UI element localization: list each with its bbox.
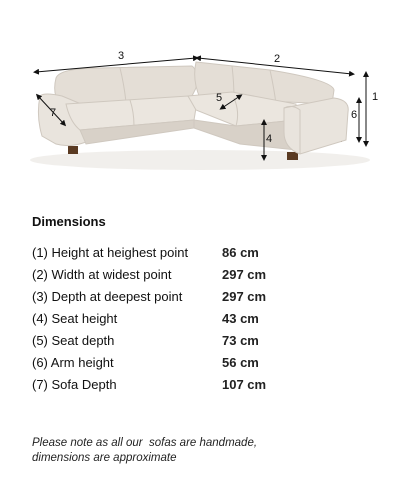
- dimension-label-2: 2: [274, 53, 281, 65]
- disclaimer-line-2: dimensions are approximate: [32, 452, 177, 464]
- dimension-label-5: 5: [216, 92, 223, 104]
- dimension-name: (5) Seat depth: [32, 333, 115, 348]
- dimension-label-3: 3: [118, 50, 125, 62]
- dimension-row-seat-height: [32, 308, 372, 330]
- dimension-name: (6) Arm height: [32, 355, 114, 370]
- dimension-name: (2) Width at widest point: [32, 267, 172, 282]
- dimension-row-height: [32, 242, 372, 264]
- floor-shadow: [30, 150, 370, 170]
- sofa-dimension-diagram: [0, 0, 400, 200]
- dimension-row-seat-depth: [32, 330, 372, 352]
- dimension-row-arm-height: [32, 352, 372, 374]
- dimension-name: (1) Height at heighest point: [32, 245, 189, 260]
- disclaimer-line-1: Please note as all our sofas are handmade,: [32, 437, 258, 449]
- dimension-name: (4) Seat height: [32, 311, 118, 326]
- dimension-value: 297 cm: [222, 267, 267, 282]
- dimension-value: 297 cm: [222, 289, 267, 304]
- dimension-label-4: 4: [266, 133, 273, 145]
- dimensions-heading: Dimensions: [32, 214, 106, 229]
- dimension-label-1: 1: [372, 91, 379, 103]
- dimension-row-width: [32, 264, 372, 286]
- dimension-name: (3) Depth at deepest point: [32, 289, 183, 304]
- dimension-name: (7) Sofa Depth: [32, 377, 117, 392]
- dimension-value: 86 cm: [222, 245, 259, 260]
- dimension-value: 73 cm: [222, 333, 259, 348]
- sofa-illustration: [0, 0, 400, 200]
- handmade-disclaimer: [32, 436, 372, 466]
- dimension-value: 43 cm: [222, 311, 259, 326]
- dimension-label-6: 6: [351, 109, 358, 121]
- dimension-row-sofa-depth: [32, 374, 372, 396]
- sofa-leg: [68, 146, 78, 154]
- dimension-value: 56 cm: [222, 355, 259, 370]
- dimension-label-7: 7: [50, 107, 57, 119]
- dimensions-list: [32, 242, 372, 396]
- sofa-leg: [287, 152, 298, 160]
- dimension-value: 107 cm: [222, 377, 267, 392]
- dimension-row-depth: [32, 286, 372, 308]
